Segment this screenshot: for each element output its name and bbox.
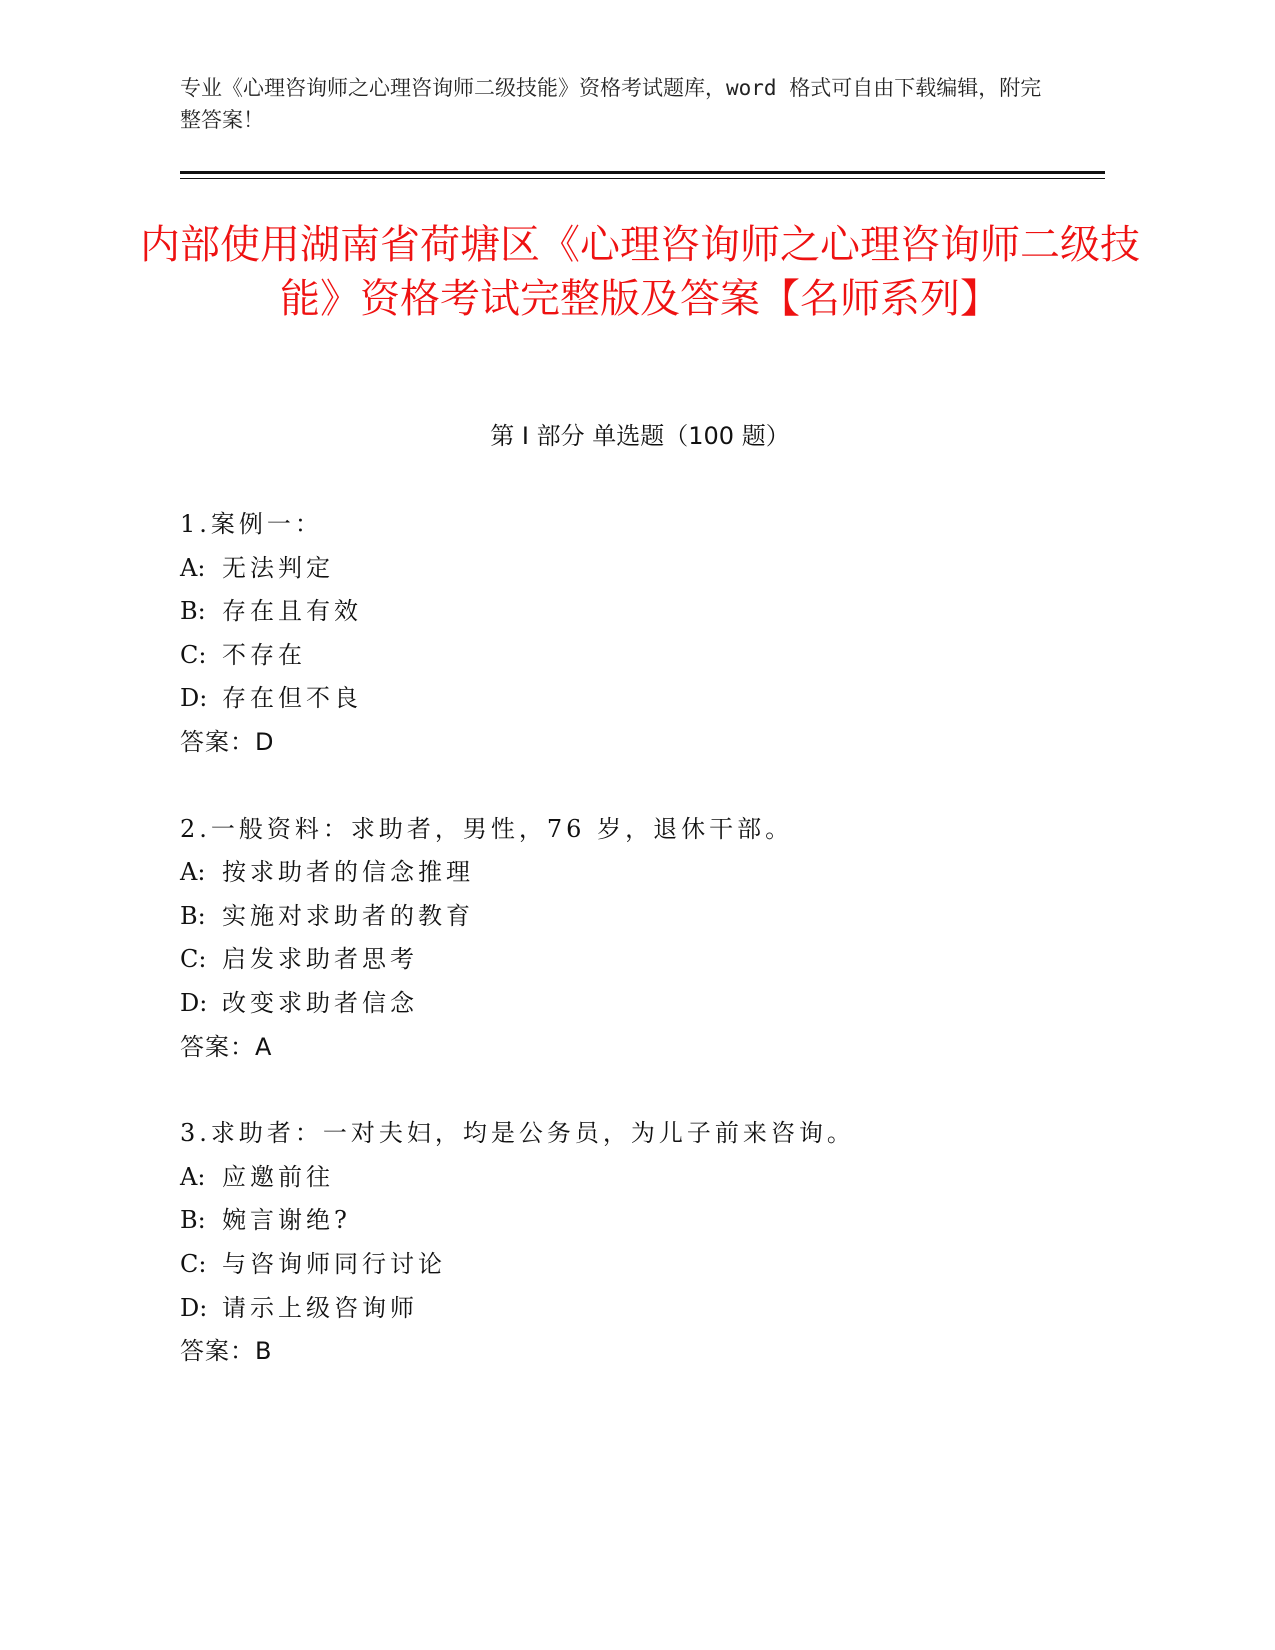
option-letter: C: [180,640,207,669]
option-a [180,851,1080,895]
option-text: 实施对求助者的教育 [222,901,474,930]
option-letter: A: [180,858,206,887]
option-text: 存在但不良 [222,684,362,713]
option-text: 婉言谢绝? [222,1206,351,1235]
option-letter: D: [180,1293,208,1322]
option-text: 改变求助者信念 [222,988,418,1017]
question-2 [180,808,1080,1070]
option-letter: B: [180,597,206,626]
option-letter: A: [180,1162,206,1191]
option-d [180,677,1080,721]
option-letter: A: [180,553,206,582]
option-d [180,982,1080,1026]
option-text: 无法判定 [222,553,334,582]
option-letter: B: [180,901,206,930]
option-letter: C: [180,945,207,974]
option-letter: C: [180,1249,207,1278]
header-divider-thick [180,171,1105,174]
option-letter: B: [180,1206,206,1235]
option-letter: D: [180,988,208,1017]
option-b [180,590,1080,634]
option-a [180,1156,1080,1200]
option-a [180,547,1080,591]
question-stem: 2.一般资料：求助者，男性，76 岁，退休干部。 [180,814,794,843]
question-list [180,503,1080,1417]
option-c [180,938,1080,982]
header-note: 专业《心理咨询师之心理咨询师二级技能》资格考试题库，word 格式可自由下载编辑，附完整答案！ [180,76,1042,132]
option-text: 请示上级咨询师 [222,1293,418,1322]
question-stem: 3.求助者：一对夫妇，均是公务员，为儿子前来咨询。 [180,1119,855,1148]
answer-line: 答案：D [180,727,275,756]
option-text: 应邀前往 [222,1162,334,1191]
option-c [180,634,1080,678]
option-text: 启发求助者思考 [222,945,418,974]
question-stem: 1.案例一： [180,510,323,538]
section-title: 第 I 部分 单选题（100 题） [490,422,790,450]
question-3 [180,1112,1080,1374]
option-text: 按求助者的信念推理 [222,858,474,887]
option-c [180,1243,1080,1287]
option-b [180,895,1080,939]
document-title: 内部使用湖南省荷塘区《心理咨询师之心理咨询师二级技能》资格考试完整版及答案【名师系列】 [140,222,1140,322]
header-divider-thin [180,178,1105,179]
option-d [180,1287,1080,1331]
question-1 [180,503,1080,765]
answer-line: 答案：B [180,1337,273,1366]
option-b [180,1199,1080,1243]
answer-line: 答案：A [180,1032,273,1061]
option-text: 与咨询师同行讨论 [222,1249,446,1278]
option-text: 存在且有效 [222,597,362,626]
option-text: 不存在 [222,640,306,669]
option-letter: D: [180,684,208,713]
